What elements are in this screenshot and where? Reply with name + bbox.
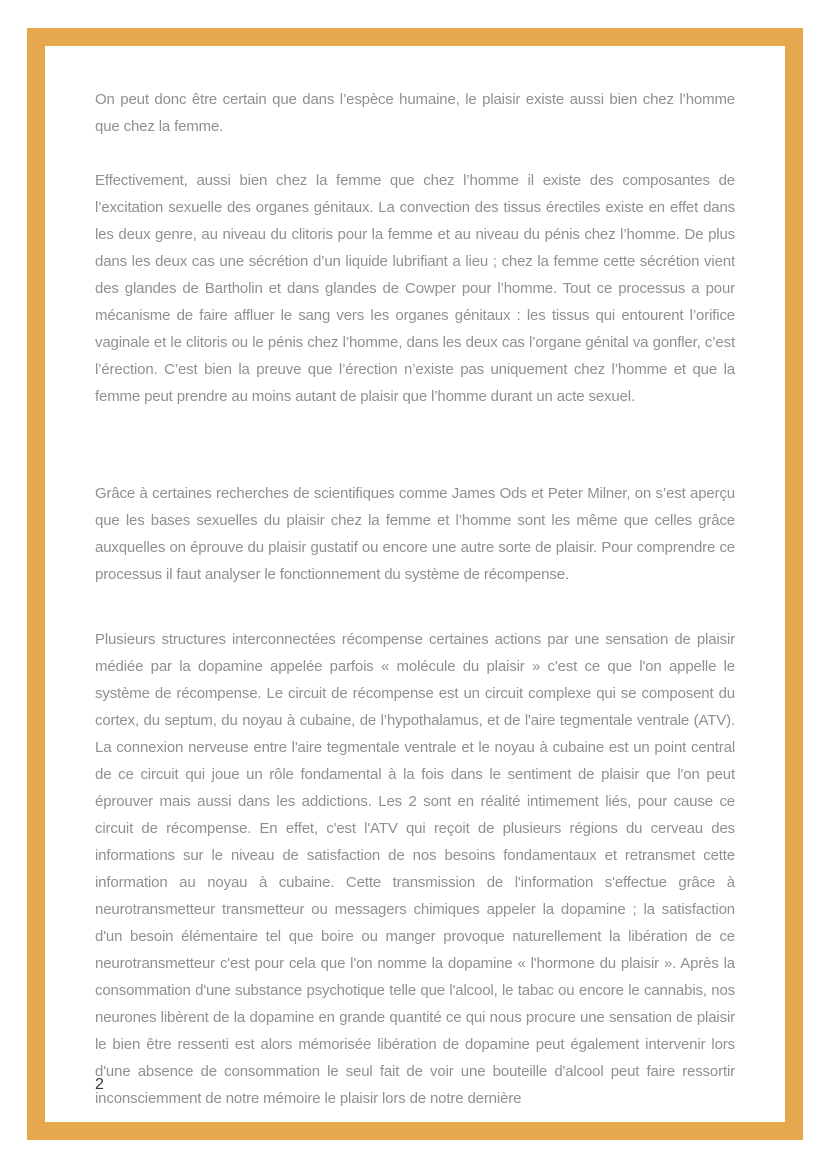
page-number: 2 — [95, 1076, 104, 1093]
paragraph: On peut donc être certain que dans l’espèce humaine, le plaisir existe aussi bien chez l’homme que chez la femme. — [95, 91, 735, 135]
page-content — [45, 46, 785, 1122]
paragraph: Plusieurs structures interconnectées récompense certaines actions par une sensation de plaisir médiée par la dopamine appelée parfois « molécule du plaisir » c'est ce que l'on appelle le système de récompense. Le circuit de récompense est un circuit complexe qui se composent du cortex, du septum, du noyau à cubaine, de l’hypothalamus, et de l'aire tegmentale ventrale (ATV). La connexion nerveuse entre l'aire tegmentale ventrale et le noyau à cubaine est un point central de ce circuit qui joue un rôle fondamental à la fois dans le sentiment de plaisir que l'on peut éprouver mais aussi dans les addictions. Les 2 sont en réalité intimement liés, pour cause ce circuit de récompense. En effet, c'est l'ATV qui reçoit de plusieurs régions du cerveau des informations sur le niveau de satisfaction de nos besoins fondamentaux et retransmet cette information au noyau à cubaine. Cette transmission de l'information s'effectue grâce à neurotransmetteur transmetteur ou messagers chimiques appeler la dopamine ; la satisfaction d'un besoin élémentaire tel que boire ou manger provoque naturellement la libération de ce neurotransmetteur c'est pour cela que l'on nomme la dopamine « l'hormone du plaisir ». Après la consommation d'une substance psychotique telle que l'alcool, le tabac ou encore le cannabis, nos neurones libèrent de la dopamine en grande quantité ce qui nous procure une sensation de plaisir le bien être ressenti est alors mémorisée libération de dopamine peut également intervenir lors d'une absence de consommation le seul fait de voir une bouteille d'alcool peut faire ressortir inconsciemment de notre mémoire le plaisir lors de notre dernière — [95, 631, 735, 1107]
paragraph: Grâce à certaines recherches de scientifiques comme James Ods et Peter Milner, on s’est aperçu que les bases sexuelles du plaisir chez la femme et l’homme sont les même que celles grâce auxquelles on éprouve du plaisir gustatif ou encore une autre sorte de plaisir. Pour comprendre ce processus il faut analyser le fonctionnement du système de récompense. — [95, 485, 735, 583]
paragraph: Effectivement, aussi bien chez la femme que chez l’homme il existe des composantes de l’excitation sexuelle des organes génitaux. La convection des tissus érectiles existe en effet dans les deux genre, au niveau du clitoris pour la femme et au niveau du pénis chez l’homme. De plus dans les deux cas une sécrétion d’un liquide lubrifiant a lieu ; chez la femme cette sécrétion vient des glandes de Bartholin et dans glandes de Cowper pour l’homme. Tout ce processus a pour mécanisme de faire affluer le sang vers les organes génitaux : les tissus qui entourent l’orifice vaginale et le clitoris ou le pénis chez l’homme, dans les deux cas l’organe génital va gonfler, c’est l’érection. C’est bien la preuve que l’érection n’existe pas uniquement chez l’homme et que la femme peut prendre au moins autant de plaisir que l’homme durant un acte sexuel. — [95, 172, 735, 405]
page-border-frame — [27, 28, 803, 1140]
